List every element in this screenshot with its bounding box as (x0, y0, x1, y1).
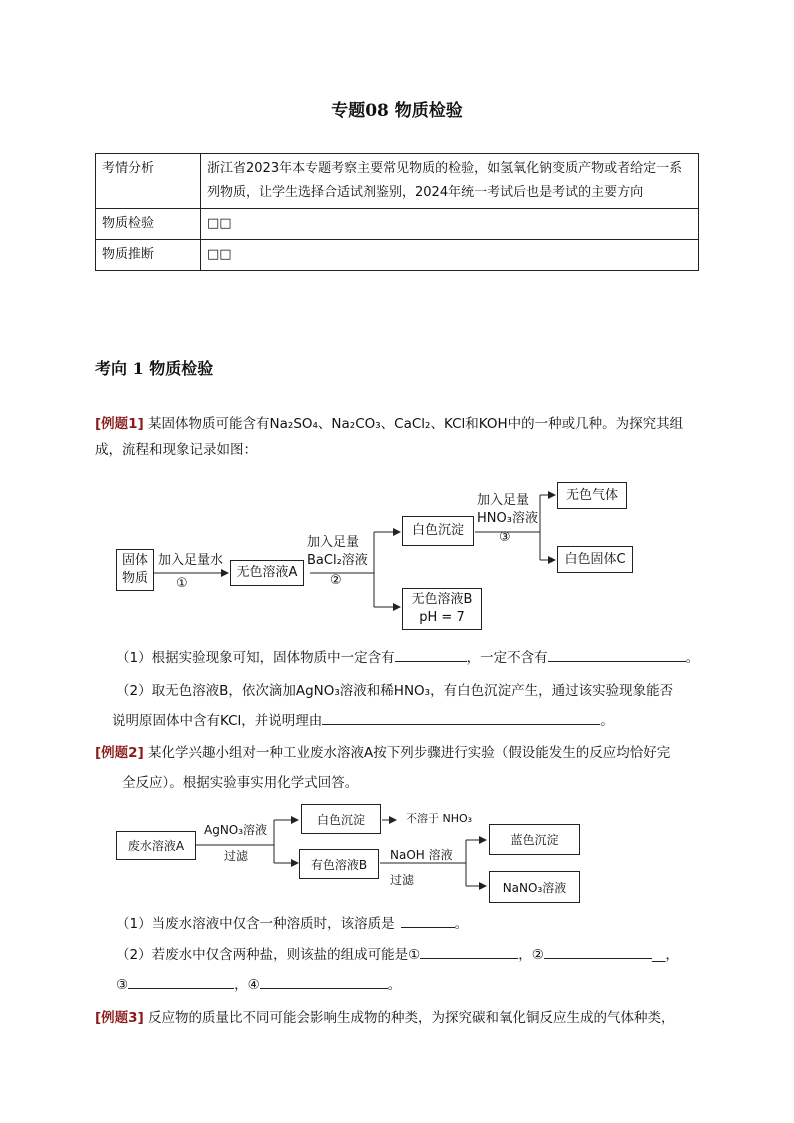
blue-precipitate-box: 蓝色沉淀 (489, 824, 580, 855)
table-row (96, 240, 699, 271)
example1-question2-line2 (112, 708, 614, 734)
white-precipitate-2-box: 白色沉淀 (301, 804, 381, 834)
colored-solution-b-box: 有色溶液B (299, 849, 379, 879)
example2-text-line2: 全反应）。根据实验事实用化学式回答。 (122, 775, 359, 791)
question2-end: 。 (387, 977, 402, 993)
white-solid-c-box: 白色固体C (557, 546, 633, 573)
row-label: 物质推断 (96, 240, 201, 271)
filter1-label: 过滤 (224, 849, 249, 863)
answer-blank[interactable] (128, 973, 234, 989)
step2-label-a: 加入足量 (307, 535, 360, 550)
question1-text-b: ，一定不含有 (466, 650, 548, 666)
step1-label: 加入足量水 (158, 553, 224, 568)
step3-number: ③ (499, 530, 511, 545)
example1-tag: [例题1] (95, 416, 144, 432)
example3-text (95, 1005, 675, 1031)
reagent2-label: NaOH 溶液 (390, 848, 453, 862)
step3-label-a: 加入足量 (477, 493, 530, 508)
question2-text: （2）若废水中仅含两种盐，则该盐的组成可能是① (116, 947, 421, 963)
step2-label-b: BaCl₂溶液 (307, 553, 368, 568)
row-content: 浙江省2023年本专题考察主要常见物质的检验，如氢氧化钠变质产物或者给定一系列物质，让学生选择合适试剂鉴别，2024年统一考试后也是考试的主要方向 (201, 154, 699, 209)
example2-question2 (116, 942, 679, 968)
question1-text-a: （1）根据实验现象可知，固体物质中一定含有 (116, 650, 395, 666)
option3-label: ③ (116, 977, 129, 993)
example1-text (95, 411, 705, 463)
example3-tag: [例题3] (95, 1010, 144, 1026)
answer-blank[interactable] (401, 912, 455, 928)
example3-body: 反应物的质量比不同可能会影响生成物的种类，为探究碳和氧化铜反应生成的气体种类， (148, 1010, 675, 1026)
solution-b-box (402, 588, 482, 630)
row-label: 考情分析 (96, 154, 201, 209)
question2-text-a: 说明原固体中含有KCl，并说明理由 (112, 713, 323, 729)
row-content: □□ (201, 209, 699, 240)
answer-blank[interactable] (548, 646, 686, 662)
step2-number: ② (330, 573, 342, 588)
info-table (95, 153, 699, 271)
step3-label-b: HNO₃溶液 (477, 511, 538, 526)
insoluble-note: 不溶于 NHO₃ (406, 812, 473, 825)
waste-solution-a-box: 废水溶液A (116, 831, 196, 860)
solid-substance-box: 固体物质 (116, 549, 154, 591)
answer-blank[interactable] (260, 973, 388, 989)
example1-question1 (116, 645, 699, 671)
option2-tail: __， (651, 947, 679, 963)
section-heading: 考向 1 物质检验 (95, 359, 214, 378)
white-precipitate-box: 白色沉淀 (402, 516, 474, 546)
question1-text-c: 。 (685, 650, 700, 666)
step1-number: ① (176, 576, 188, 591)
example2-text-line1 (95, 740, 670, 766)
solution-b-label: 无色溶液B (411, 592, 473, 607)
answer-blank[interactable] (544, 943, 652, 959)
example2-question2-line2 (116, 972, 401, 998)
example2-tag: [例题2] (95, 745, 144, 761)
nano3-solution-box: NaNO₃溶液 (489, 871, 580, 903)
question1-text: （1）当废水溶液中仅含一种溶质时，该溶质是 (116, 916, 395, 932)
example2-body: 某化学兴趣小组对一种工业废水溶液A按下列步骤进行实验（假设能发生的反应均恰好完 (148, 745, 671, 761)
question2-text-b: 。 (600, 713, 614, 729)
option2-label: ，② (518, 947, 544, 963)
table-row (96, 154, 699, 209)
row-label: 物质检验 (96, 209, 201, 240)
answer-blank[interactable] (395, 646, 467, 662)
solution-a-box: 无色溶液A (230, 560, 304, 586)
example2-question1 (116, 911, 468, 937)
example1-body: 某固体物质可能含有Na₂SO₄、Na₂CO₃、CaCl₂、KCl和KOH中的一种或几种。为探究其组成，流程和现象记录如图： (95, 416, 684, 458)
solution-b-ph: pH = 7 (419, 610, 465, 625)
answer-blank[interactable] (420, 943, 518, 959)
option4-label: ，④ (234, 977, 260, 993)
example1-question2-line1: （2）取无色溶液B，依次滴加AgNO₃溶液和稀HNO₃，有白色沉淀产生，通过该实验现象能否 (116, 683, 674, 699)
answer-blank[interactable] (322, 709, 600, 725)
colorless-gas-box: 无色气体 (557, 482, 627, 509)
row-content: □□ (201, 240, 699, 271)
page-title: 专题08 物质检验 (331, 101, 463, 121)
table-row (96, 209, 699, 240)
question1-end: 。 (454, 916, 469, 932)
filter2-label: 过滤 (390, 873, 415, 887)
reagent1-label: AgNO₃溶液 (204, 823, 268, 837)
